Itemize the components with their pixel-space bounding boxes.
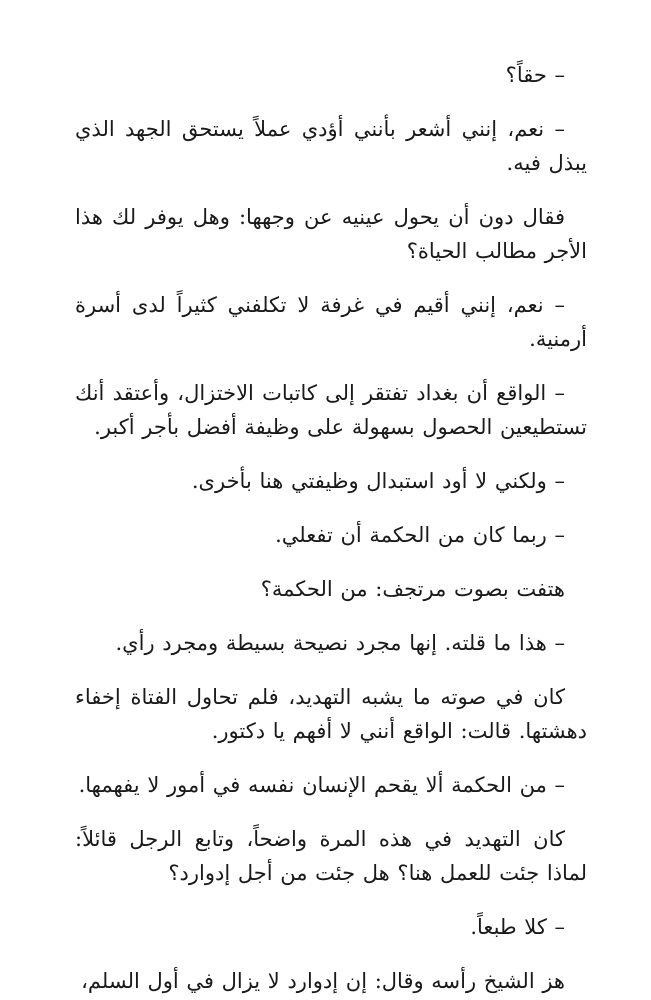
paragraph-1: – حقاً؟ [505, 63, 565, 87]
paragraph-5: – الواقع أن بغداد تفتقر إلى كاتبات الاختزال، وأعتقد أنك تستطيعين الحصول بسهولة على وظيفة أفضل بأجر أكبر. [75, 381, 587, 439]
paragraph-8: هتفت بصوت مرتجف: من الحكمة؟ [260, 577, 565, 601]
paragraph-10: كان في صوته ما يشبه التهديد، فلم تحاول الفتاة إخفاء دهشتها. قالت: الواقع أنني لا أفهم يا دكتور. [75, 685, 587, 743]
paragraph-2: – نعم، إنني أشعر بأنني أؤدي عملاً يستحق الجهد الذي يبذل فيه. [75, 117, 587, 175]
paragraph-4: – نعم، إنني أقيم في غرفة لا تكلفني كثيراً لدى أسرة أرمنية. [75, 293, 587, 351]
paragraph-6: – ولكني لا أود استبدال وظيفتي هنا بأخرى. [191, 469, 565, 493]
paragraph-13: – كلا طبعاً. [470, 915, 565, 939]
paragraph-9: – هذا ما قلته. إنها مجرد نصيحة بسيطة ومجرد رأي. [115, 631, 565, 655]
paragraph-12: كان التهديد في هذه المرة واضحاً، وتابع الرجل قائلاً: لماذا جئت للعمل هنا؟ هل جئت من أجل إدوارد؟ [75, 827, 587, 885]
paragraph-7: – ربما كان من الحكمة أن تفعلي. [275, 523, 565, 547]
paragraph-3: فقال دون أن يحول عينيه عن وجهها: وهل يوفر لك هذا الأجر مطالب الحياة؟ [75, 205, 587, 263]
paragraph-11: – من الحكمة ألا يقحم الإنسان نفسه في أمور لا يفهمها. [78, 773, 565, 797]
paragraph-14: هز الشيخ رأسه وقال: إن إدوارد لا يزال في أول السلم، [81, 969, 565, 993]
